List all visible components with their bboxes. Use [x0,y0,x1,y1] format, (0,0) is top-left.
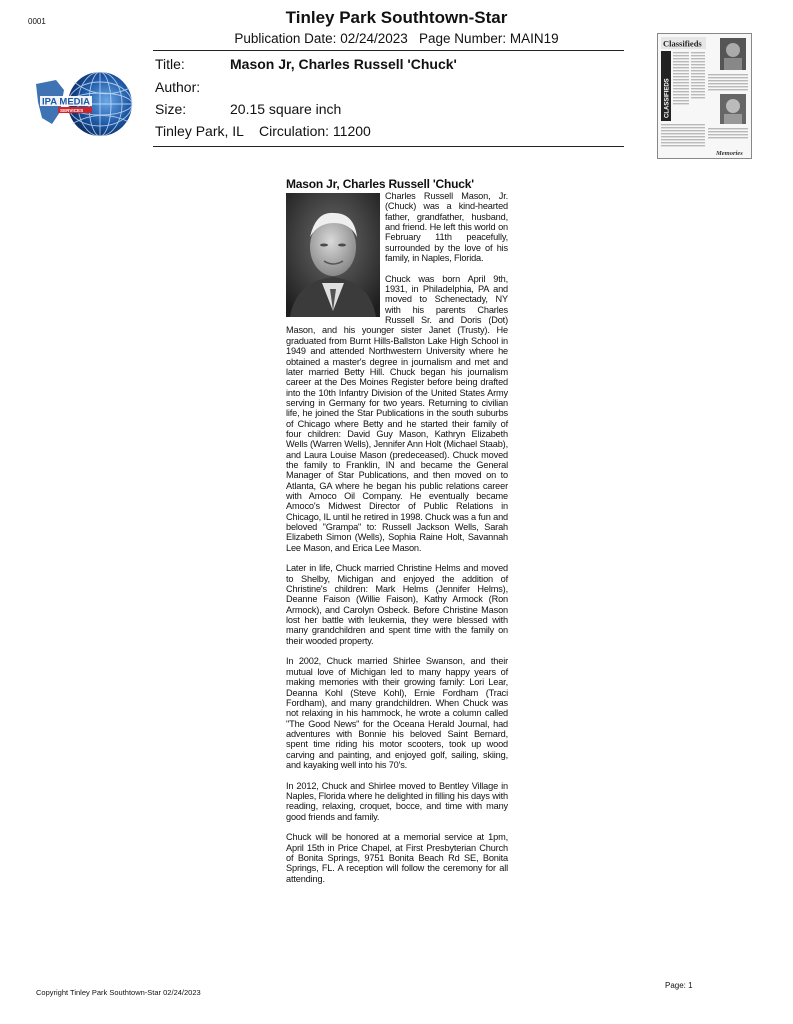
article-paragraph: Chuck was born April 9th, 1931, in Philadelphia, PA and moved to Schenectady, NY with his parents Charles Russell Sr. and Doris (Dot) Mason, and his younger sister Janet (Trusty). He graduated from Burnt Hills-Ballston Lake High School in 1949 and attended Northwestern University where he obtained a master's degree in journalism and met and later married Betty Hill. Chuck began his journalism career at the Des Moines Register before being drafted into the 10th Infantry Division of the United States Army serving in Germany for two years. Returning to civilian life, he joined the Star Publications in the south suburbs of Chicago where Betty and he started their family of four children: David Guy Mason, Kathryn Elizabeth Wells (Warren Wells), Jennifer Ann Holt (Michael Staab), and Laura Louise Mason (predeceased). Chuck moved the family to Franklin, IN and became the General Manager of Star Publications, and then moved on to Atlanta, GA where he began his public relations career with Amoco Oil Company. He eventually became Amoco's Midwest Director of Public Relations in Chicago, IL until he retired in 1998. Chuck was a fun and beloved "Grampa" to: Russell Jackson Wells, Sarah Elizabeth Simon (Wells), Sophia Raine Holt, Savannah Lee Mason, and Erica Lee Mason. [286,273,508,553]
location-circulation [155,123,371,139]
header-rule-top [153,50,624,51]
article-headline: Mason Jr, Charles Russell 'Chuck' [286,177,474,191]
size-label: Size: [155,101,187,117]
article-paragraph: In 2012, Chuck and Shirlee moved to Bentley Village in Naples, Florida where he delighted in filling his days with reading, relaxing, croquet, bocce, and time with many good friends and family. [286,780,508,822]
thumbnail-vertical-text: CLASSIFIEDS [664,78,671,118]
page-number-label: Page Number: [419,31,507,46]
author-label: Author: [155,79,201,95]
publication-date: 02/24/2023 [340,31,408,46]
page-thumbnail [657,33,752,159]
portrait-photo-image [286,193,380,317]
publication-name: Tinley Park Southtown-Star [285,8,508,27]
page-indicator: Page: 1 [665,981,693,990]
document-id: 0001 [28,17,46,26]
logo-text-sub: SERVICES [60,108,84,113]
ipa-media-logo [34,72,133,136]
article-paragraph: In 2002, Chuck married Shirlee Swanson, and their mutual love of Michigan led to many happy years of making memories with their growing family: Lori Lear, Deanna Kohl (Steve Kohl), Ernie Fordham (Traci Fordham), and many grandchildren. When Chuck was not relaxing in his hammock, he wrote a column called "The Good News" for the Oceana Herald Journal, had adventures with Bonnie his beloved Saint Bernard, spent time riding his motor scooters, took up wood carving and painting, and enjoyed golf, sailing, skiing, and kayaking well into his 70's. [286,656,508,770]
thumbnail-section-title: Classifieds [663,38,702,49]
article-body [286,191,508,884]
obituary-article [286,178,508,894]
newspaper-page-thumbnail-image [658,34,751,158]
publication-date-label: Publication Date: [234,31,337,46]
copyright-notice: Copyright Tinley Park Southtown-Star 02/24/2023 [36,988,201,997]
article-title: Mason Jr, Charles Russell 'Chuck' [230,56,457,72]
circulation-label: Circulation: [259,123,330,139]
article-paragraph: Later in life, Chuck married Christine Helms and moved to Shelby, Michigan and enjoyed the addition of Christine's children: Mark Helms (Jennifer Helms), Deanne Faison (Willie Faison), Kathy Armock (Ron Armock), and Carolyn Osbeck. Before Christine Mason lost her battle with leukemia, they were blessed with many grandchildren and spent time with the family on their wooded property. [286,563,508,646]
logo-text-main: IPA MEDIA [42,96,91,108]
article-paragraph: Charles Russell Mason, Jr. (Chuck) was a kind-hearted father, grandfather, husband, and friend. He left this world on February 11th peacefully, surrounded by the love of his family, in Naples, Florida. [385,191,508,264]
header-rule-bottom [153,146,624,147]
page-number: MAIN19 [509,31,559,46]
article-paragraph: Chuck will be honored at a memorial service at 1pm, April 15th in Price Chapel, at First Presbyterian Church of Bonita Springs, 9751 Bonita Beach Rd SE, Bonita Springs, FL. A reception will follow the ceremony for all attending. [286,832,508,884]
circulation-value: 11200 [332,123,371,139]
article-size: 20.15 square inch [230,101,342,117]
portrait-photo [286,193,380,317]
location: Tinley Park, IL [155,123,244,139]
thumbnail-footer-text: Memories [716,150,743,157]
title-label: Title: [155,56,185,72]
globe-logo-icon [34,72,133,136]
